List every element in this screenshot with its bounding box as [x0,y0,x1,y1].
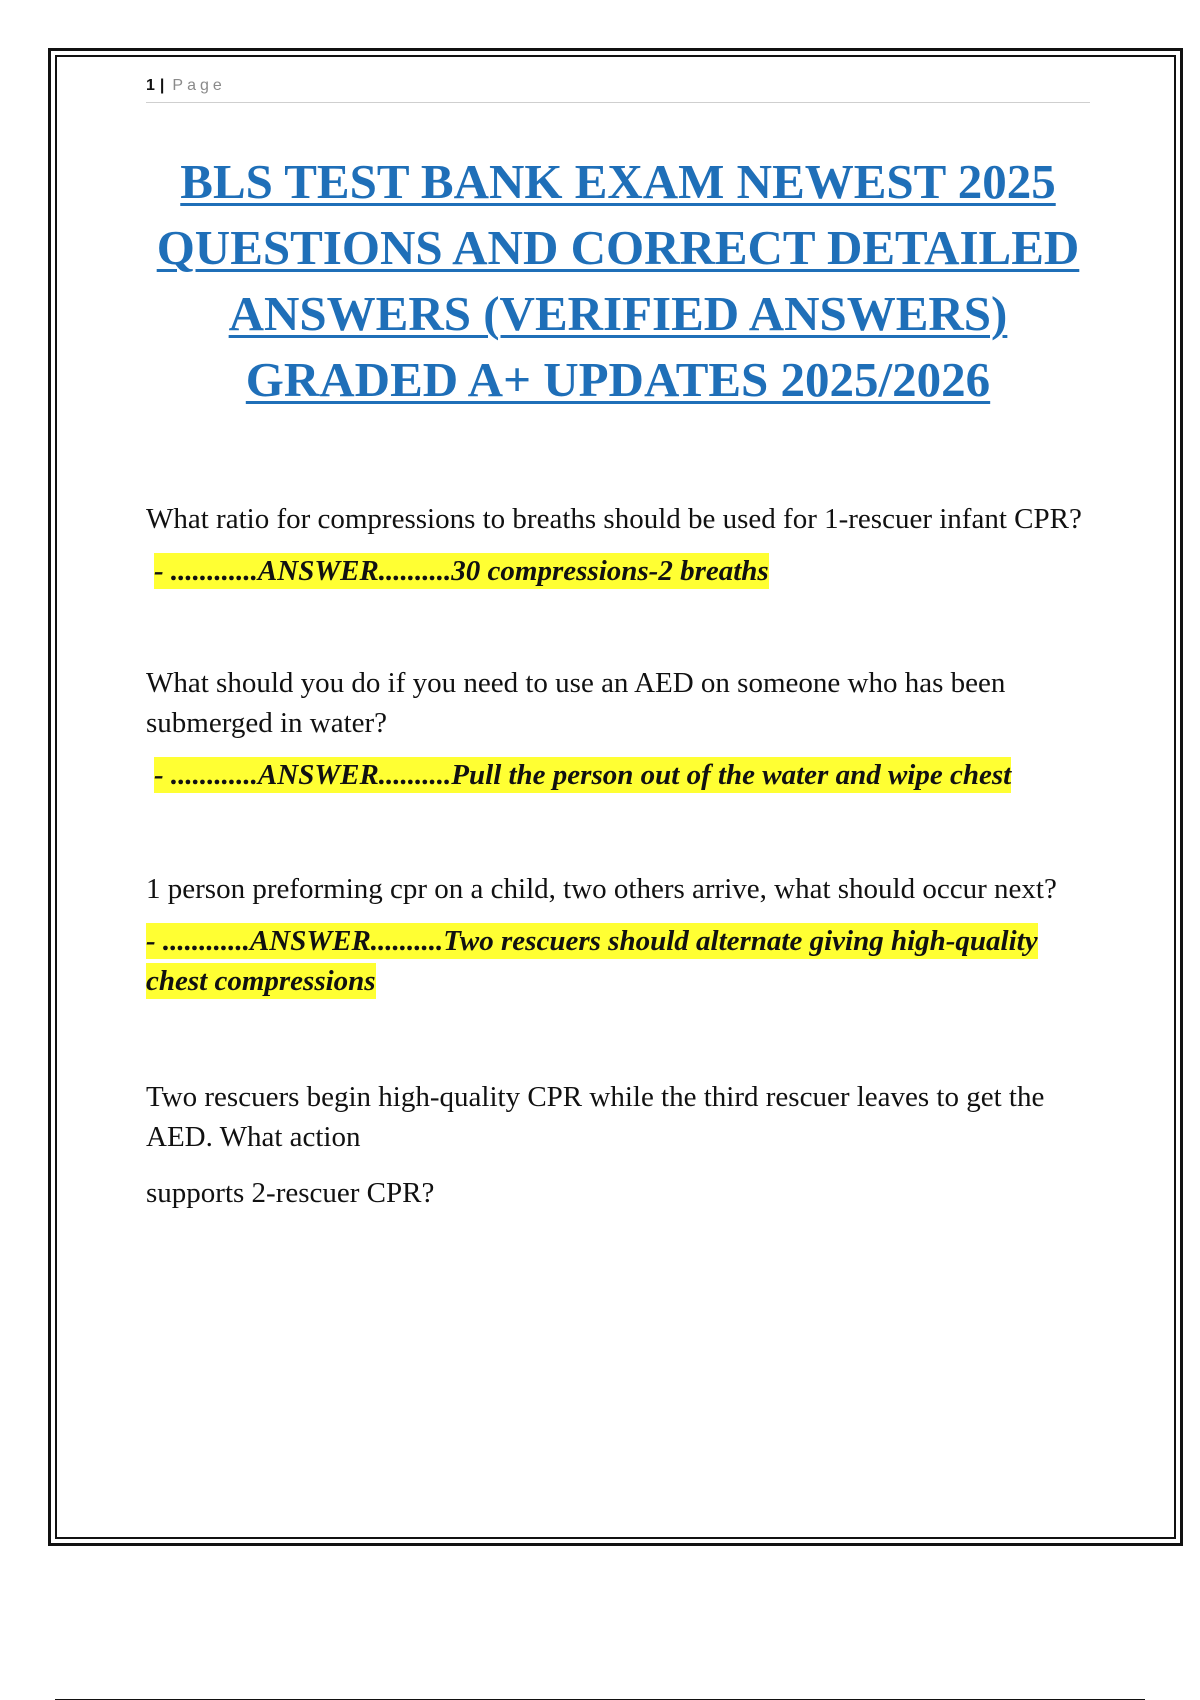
page-content [146,70,1090,1213]
answer-highlight: - ............ANSWER..........Pull the person out of the water and wipe chest [154,759,1012,791]
question-text: What should you do if you need to use an AED on someone who has been submerged in water? [146,667,1006,739]
answer-text [146,551,1090,591]
qa-block-2 [146,663,1090,795]
page-number: 1 [146,77,155,94]
answer-highlight: - ............ANSWER..........Two rescuers should alternate giving high-quality chest compressions [146,925,1038,997]
answer-text [146,755,1090,795]
question-continued: supports 2-rescuer CPR? [146,1177,435,1209]
page-header [146,70,1090,103]
answer-highlight: - ............ANSWER..........30 compressions-2 breaths [154,555,769,587]
page-label: Page [172,77,226,94]
question-text: Two rescuers begin high-quality CPR while the third rescuer leaves to get the AED. What action [146,1081,1045,1153]
document-title: BLS TEST BANK EXAM NEWEST 2025 QUESTIONS AND CORRECT DETAILED ANSWERS (VERIFIED ANSWERS) GRADED A+ UPDATES 2025/2026 [156,154,1080,407]
question-text: 1 person preforming cpr on a child, two others arrive, what should occur next? [146,873,1057,905]
question-text: What ratio for compressions to breaths should be used for 1-rescuer infant CPR? [146,503,1082,535]
page-separator: | [159,77,165,94]
answer-text [146,921,1090,1001]
qa-block-3 [146,869,1090,1001]
qa-block-4 [146,1077,1090,1213]
qa-block-1 [146,499,1090,591]
